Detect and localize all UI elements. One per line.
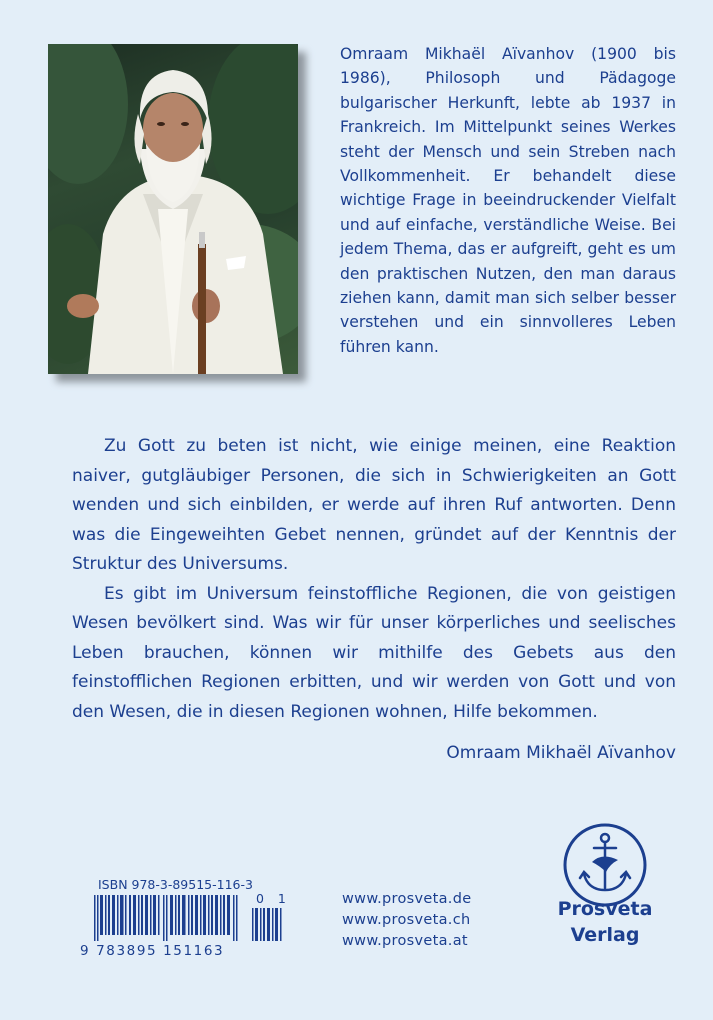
publisher-line-1: Prosveta bbox=[557, 898, 653, 920]
barcode-addon-icon bbox=[252, 908, 284, 941]
publisher-name bbox=[535, 896, 675, 948]
barcode-addon-digits: 0 1 bbox=[256, 891, 291, 906]
website-link[interactable]: www.prosveta.at bbox=[342, 933, 468, 949]
author-signature: Omraam Mikhaël Aïvanhov bbox=[446, 743, 676, 763]
publisher-line-2: Verlag bbox=[570, 924, 640, 946]
barcode-digits: 9 783895 151163 bbox=[80, 943, 225, 959]
author-portrait-photo bbox=[48, 44, 298, 374]
body-paragraph-2: Es gibt im Universum feinstoffliche Regionen, die von geistigen Wesen bevölkert sind. Was wir für unser körperliches und seelisches Leben brauchen, können wir mithilfe des Gebets aus den feinstofflichen Regionen erbitten, und wir werden von Gott und von den Wesen, die in diesen Regionen wohnen, Hilfe bekommen. bbox=[72, 583, 676, 722]
website-link[interactable]: www.prosveta.ch bbox=[342, 912, 471, 928]
website-list bbox=[342, 889, 471, 952]
body-paragraph-1: Zu Gott zu beten ist nicht, wie einige meinen, eine Reaktion naiver, gutgläubiger Personen, die sich in Schwierigkeiten an Gott wenden und sich einbilden, er werde auf ihren Ruf antworten. Denn was die Eingeweihten Gebet nennen, gründet auf der Kenntnis der Struktur des Universums. bbox=[72, 436, 676, 574]
back-cover-text bbox=[72, 432, 676, 727]
portrait-photo-icon bbox=[48, 44, 298, 374]
isbn-label: ISBN 978-3-89515-116-3 bbox=[98, 877, 253, 892]
author-biography: Omraam Mikhaël Aïvanhov (1900 bis 1986), Philosoph und Pädagoge bulgarischer Herkunft, lebte ab 1937 in Frankreich. Im Mittelpunkt seines Werkes steht der Mensch und sein Streben nach Vollkommenheit. Er behandelt diese wichtige Frage in beeindruckender Vielfalt und auf einfache, verständliche Weise. Bei jedem Thema, das er aufgreift, geht es um den praktischen Nutzen, den man daraus ziehen kann, damit man sich selber besser verstehen und ein sinnvolleres Leben führen kann. bbox=[340, 45, 676, 356]
barcode-icon bbox=[94, 895, 240, 941]
website-link[interactable]: www.prosveta.de bbox=[342, 891, 472, 907]
